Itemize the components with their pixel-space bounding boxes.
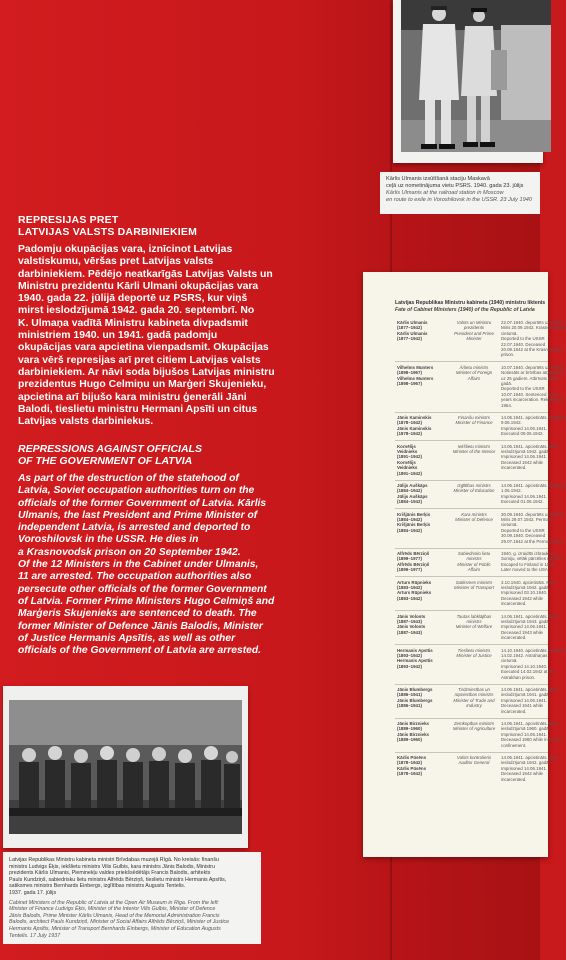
minister-name-line: (1878–1942) bbox=[397, 420, 422, 426]
lv-body-line: darbiniekiem. Ar nāvi soda bijušos Latvijas ministru bbox=[18, 366, 275, 378]
lv-body-line: vara vērš represijas arī pret citiem Latvijas valsts bbox=[18, 354, 261, 366]
table-cell-fate bbox=[501, 443, 559, 471]
minister-fate-line: uz 25 gadiem. Atbrīvots 1954. bbox=[501, 375, 560, 381]
caption-en-line: Tentelis. 17 July 1937 bbox=[9, 932, 61, 939]
minister-fate-line: 22.07.1940. deportēts uz PSRS. bbox=[501, 320, 564, 325]
table-cell-name bbox=[397, 320, 437, 342]
table-cell-role bbox=[451, 580, 497, 591]
table-row bbox=[363, 364, 565, 408]
table-divider bbox=[395, 644, 548, 645]
minister-name-line: Jānis Blumbergs bbox=[397, 687, 433, 692]
table-cell-role bbox=[451, 483, 497, 494]
caption-lv-line: ministrs Ludvigs Ēķis, iekšlietu ministrs Vilis Gulbis, kara ministrs Jānis Balodis, Ministru bbox=[9, 863, 215, 870]
lv-body-line: ministriem 1940. un 1941. gadā padomju bbox=[18, 330, 218, 342]
minister-fate-line: 30.09.1940. deportēts uz PSRS. bbox=[501, 511, 564, 517]
lv-section-title bbox=[18, 214, 358, 238]
minister-fate-line: incarcerated. bbox=[501, 635, 527, 641]
photo-ulmanis-image bbox=[401, 0, 551, 152]
table-divider bbox=[395, 610, 548, 611]
table-cell-fate bbox=[501, 415, 565, 437]
minister-fate-line: 10.07.1940. deportēts uz PSRS. bbox=[501, 364, 564, 370]
minister-name-line: Kārlis Ulmanis bbox=[397, 330, 428, 336]
minister-name-line: Arturs Rūpnieks bbox=[397, 590, 432, 596]
table-row bbox=[363, 721, 562, 748]
minister-role-line: Zemkopības ministrs bbox=[453, 721, 495, 726]
table-row bbox=[363, 687, 559, 714]
minister-name-line: Jūlijs Auškāps bbox=[397, 483, 428, 488]
minister-fate-line: Deceased 1942 while bbox=[501, 771, 543, 777]
table-divider bbox=[395, 361, 548, 362]
minister-fate-line: 14.06.1941. apcietināts. Nošauts bbox=[501, 483, 565, 488]
minister-name-line: (1886–1941) bbox=[397, 692, 422, 698]
table-cell-role bbox=[451, 648, 497, 659]
minister-fate-line: 14.06.1941. apcietināts. Miris bbox=[501, 687, 559, 692]
photo-ulmanis-caption bbox=[380, 172, 540, 214]
en-body-line: Of the 12 Ministers in the Cabinet under Ulmanis, bbox=[18, 559, 259, 571]
minister-role-line: prezidents bbox=[463, 325, 485, 331]
minister-fate-line: Imprisoned 14.06.1941. bbox=[501, 454, 548, 460]
minister-name-line: (1889–1960) bbox=[397, 737, 422, 743]
table-row bbox=[363, 551, 563, 573]
minister-role-line: Valsts kontrolieris bbox=[456, 755, 492, 760]
minister-fate-line: years incarceration. Released in bbox=[501, 397, 564, 403]
minister-fate-line: incarcerated. bbox=[501, 601, 527, 607]
table-cell-name bbox=[397, 614, 437, 636]
table-row bbox=[363, 320, 566, 358]
table-cell-role bbox=[451, 320, 497, 342]
table-cell-fate bbox=[501, 364, 565, 408]
caption-en-line: Minister of Finance Ludvigs Ēķis, Minister of the Interior Vilis Gulbis, Minister of Defence bbox=[9, 906, 216, 913]
ministers-fate-panel bbox=[363, 272, 566, 857]
minister-fate-line: Deported to the USSR bbox=[501, 336, 545, 342]
table-cell-fate bbox=[501, 687, 559, 714]
table-divider bbox=[395, 480, 548, 481]
caption-lv-line: 1937. gada 17. jūlijs bbox=[9, 889, 57, 896]
table-divider bbox=[395, 508, 548, 509]
minister-fate-line: 14.10.1940. apcietināts. Nošauts bbox=[501, 647, 565, 653]
minister-name-line: Krišjānis Berķis bbox=[397, 522, 431, 528]
minister-role-line: Affairs bbox=[467, 567, 481, 573]
minister-fate-line: Notiesāts ar brīvības atņemšanu bbox=[501, 370, 565, 376]
minister-fate-line: Executed 09.06.1942. bbox=[501, 431, 544, 437]
minister-name-line: Jānis Volonts bbox=[397, 624, 426, 630]
minister-name-line: Kārlis Pūsēns bbox=[397, 755, 427, 760]
table-divider bbox=[395, 684, 548, 685]
minister-fate-line: Imprisoned 14.06.1941. bbox=[501, 425, 548, 431]
table-cell-name bbox=[397, 415, 437, 437]
minister-role-line: Iekšlietu ministrs bbox=[457, 443, 491, 449]
minister-name-line: Jānis Kaminskis bbox=[397, 415, 432, 420]
en-section-title bbox=[18, 443, 358, 467]
minister-name-line: (1883–1942) bbox=[397, 595, 422, 601]
minister-fate-line: Imprisoned 14.10.1940. bbox=[501, 663, 548, 669]
en-body-line: Voroshilovsk in the USSR. He dies in bbox=[18, 534, 199, 546]
minister-fate-line: ieslodzījumā 1960. gadā. bbox=[501, 726, 550, 732]
lv-section-body bbox=[18, 244, 363, 428]
table-cell-fate bbox=[501, 755, 559, 782]
minister-fate-line: Astrakhan prison. bbox=[501, 674, 536, 680]
minister-name-line: (1886–1941) bbox=[397, 703, 422, 709]
table-divider bbox=[395, 752, 548, 753]
minister-role-line: Minister of Transport bbox=[454, 585, 494, 590]
minister-fate-line: 14.02.1942. Astrahaņas bbox=[501, 653, 548, 658]
minister-name-line: Jānis Blumbergs bbox=[397, 697, 433, 703]
minister-name-line: (1893–1942) bbox=[397, 663, 422, 669]
minister-name-line: Jānis Birznieks bbox=[397, 721, 429, 726]
caption-lv-line: Kārlis Ulmanis izsūtīšanā staciju Maskavā bbox=[386, 176, 490, 182]
table-cell-role bbox=[451, 365, 497, 381]
minister-role-line: Minister of Justice bbox=[456, 653, 492, 658]
minister-role-line: Valsts un Ministru bbox=[456, 320, 492, 325]
table-cell-fate bbox=[501, 647, 565, 680]
en-body-line: Marģeris Skujenieks are sentenced to death. The bbox=[18, 608, 257, 620]
caption-lv-line: Pauls Kundziņš, sabiedrisku lietu ministrs Alfrēds Bērziņš, tieslietu ministrs Hermanis Apsītis, bbox=[9, 876, 227, 883]
table-cell-name bbox=[397, 444, 437, 476]
minister-fate-line: Later moved to the USA. bbox=[501, 567, 550, 573]
table-cell-role bbox=[451, 755, 497, 766]
minister-fate-line: Executed 14.02.1942 at the bbox=[501, 669, 555, 675]
minister-name-line: Jānis Birznieks bbox=[397, 731, 429, 737]
minister-name-line: Vilhelms Munters bbox=[397, 364, 434, 370]
minister-name-line: Kornēlijs bbox=[397, 459, 416, 465]
minister-role-line: Minister of Defence bbox=[455, 517, 493, 522]
minister-name-line: (1887–1943) bbox=[397, 619, 422, 624]
minister-name-line: Jānis Kaminskis bbox=[397, 425, 432, 431]
minister-role-line: Tautas labklājības bbox=[456, 613, 492, 619]
lv-body-line: okupācijas vara apcietina vienpadsmit. Okupācijas bbox=[18, 342, 269, 354]
minister-fate-line: 20.09.1942 at the Krasnovodsk bbox=[501, 347, 562, 353]
caption-en-line: Balodis, architect Pauls Kundziņš, Minister of Social Affairs Alfrēds Bērziņš, Minister of Justice bbox=[9, 919, 230, 926]
minister-name-line: Kārlis Ulmanis bbox=[397, 320, 428, 325]
table-cell-role bbox=[451, 687, 497, 709]
minister-fate-line: Deported to the USSR bbox=[501, 386, 545, 392]
table-row bbox=[363, 755, 559, 782]
lv-body-line: darbiniekiem. Pēdējo neatkarīgās Latvijas Valsts un bbox=[18, 268, 273, 280]
minister-fate-line: Imprisoned 14.06.1941. bbox=[501, 624, 548, 630]
minister-fate-line: 14.06.1941. apcietināts. Miris bbox=[501, 755, 559, 760]
minister-fate-line: 22.07.1940. Deceased bbox=[501, 341, 546, 347]
minister-fate-line: 29.07.1942 at the Perma prison. bbox=[501, 538, 564, 544]
minister-fate-line: Deported to the USSR bbox=[501, 527, 545, 533]
photo-ulmanis-moscow bbox=[393, 0, 543, 163]
lv-body-line: 1940. gada 22. jūlijā deportē uz PSRS, kur viņš bbox=[18, 293, 248, 305]
minister-fate-line: 1.06.1942. bbox=[501, 488, 522, 494]
table-row bbox=[363, 443, 559, 476]
table-divider bbox=[395, 576, 548, 577]
minister-name-line: (1891–1942) bbox=[397, 454, 422, 460]
table-cell-name bbox=[397, 512, 437, 534]
en-title-line: REPRESSIONS AGAINST OFFICIALS bbox=[18, 443, 202, 455]
minister-name-line: (1899–1977) bbox=[397, 556, 422, 562]
en-body-line: independent Latvia, is arrested and deported to bbox=[18, 522, 251, 534]
minister-role-line: Industry bbox=[466, 703, 482, 709]
table-divider bbox=[395, 440, 548, 441]
minister-name-line: (1877–1942) bbox=[397, 336, 422, 342]
minister-fate-line: Deceased 1942 while bbox=[501, 595, 543, 601]
table-cell-role bbox=[451, 415, 497, 426]
minister-role-line: rūpniecības ministrs bbox=[454, 692, 494, 698]
minister-fate-line: Deceased 1943 while bbox=[501, 629, 543, 635]
minister-role-line: Minister of Agriculture bbox=[452, 726, 496, 732]
table-cell-role bbox=[451, 614, 497, 630]
minister-name-line: Krišjānis Berķis bbox=[397, 511, 431, 517]
minister-role-line: Ārlietu ministrs bbox=[459, 364, 489, 370]
en-body-line: of Justice Hermanis Apsītis, as well as other bbox=[18, 632, 236, 644]
table-cell-name bbox=[397, 551, 437, 573]
minister-fate-line: 14.06.1941. apcietināts. Nošauts bbox=[501, 415, 565, 420]
minister-name-line: (1884–1942) bbox=[397, 527, 422, 533]
lv-body-line: prezidentus Hugo Celmiņu un Marģeri Skujenieku, bbox=[18, 379, 267, 391]
minister-name-line: Hermanis Apsītis bbox=[397, 658, 433, 664]
minister-name-line: Vilhelms Munters bbox=[397, 375, 434, 381]
minister-fate-line: Deceased 1941 while bbox=[501, 703, 543, 709]
minister-role-line: Izglītības ministrs bbox=[457, 483, 491, 488]
minister-name-line: (1877–1942) bbox=[397, 325, 422, 331]
en-body-line: of Latvia. Former Prime Ministers Hugo Celmiņš and bbox=[18, 595, 275, 607]
minister-fate-line: confinement. bbox=[501, 742, 527, 748]
minister-name-line: (1893–1942) bbox=[397, 653, 422, 658]
minister-name-line: Alfrēds Bērziņš bbox=[397, 561, 430, 567]
minister-fate-line: cietumā. bbox=[501, 658, 518, 664]
minister-name-line: Veidnieks bbox=[397, 449, 418, 454]
minister-role-line: Minister bbox=[466, 336, 482, 342]
photo-cabinet-ministers bbox=[3, 686, 248, 848]
minister-role-line: Minister of Foreign bbox=[455, 370, 493, 376]
minister-role-line: Finanšu ministrs bbox=[458, 415, 490, 420]
table-cell-fate bbox=[501, 551, 563, 573]
minister-fate-line: Escaped to Finland in 1940. bbox=[501, 561, 556, 567]
lv-title-line: REPRESIJAS PRET bbox=[18, 214, 119, 226]
minister-name-line: Kārlis Pūsēns bbox=[397, 765, 427, 771]
caption-lv-line: Latvijas Republikas Ministru kabineta ministri Brīvdabas muzejā Rīgā. No kreisās: finanšu bbox=[9, 857, 219, 863]
table-cell-role bbox=[451, 551, 497, 573]
minister-role-line: Minister of Education bbox=[453, 488, 495, 494]
minister-fate-line: Miris 20.09.1942. Krasnovodskas bbox=[501, 325, 566, 331]
table-cell-fate bbox=[501, 613, 559, 641]
minister-fate-line: 9.06.1942. bbox=[501, 420, 522, 426]
minister-name-line: (1899–1977) bbox=[397, 567, 422, 573]
minister-fate-line: 3.10.1940. apcietināts. Miris bbox=[501, 579, 556, 585]
minister-role-line: Tieslietu ministrs bbox=[457, 647, 491, 653]
lv-body-line: Latvijas valsts darbiniekus. bbox=[18, 416, 154, 428]
table-row bbox=[363, 511, 564, 544]
minister-role-line: Sabiedrisko lietu bbox=[457, 551, 491, 556]
minister-role-line: Minister of Finance bbox=[455, 420, 493, 426]
caption-lv-line: prezidents Kārlis Ulmanis, Pieminekļu valdes priekšsēdētājs Francis Balodis, arhitekts bbox=[9, 870, 211, 877]
table-cell-name bbox=[397, 755, 437, 777]
minister-role-line: ministrs bbox=[466, 619, 482, 624]
minister-fate-line: Imprisoned 14.06.1941. bbox=[501, 493, 548, 499]
minister-role-line: Kara ministrs bbox=[461, 511, 487, 517]
en-body-line: Latvia, Soviet occupation authorities turn on the bbox=[18, 485, 255, 497]
table-cell-fate bbox=[501, 579, 556, 607]
minister-name-line: (1878–1942) bbox=[397, 431, 422, 437]
minister-name-line: Veidnieks bbox=[397, 465, 418, 471]
minister-role-line: Minister of Welfare bbox=[455, 624, 493, 630]
minister-name-line: (1898–1967) bbox=[397, 370, 422, 376]
lv-body-line: apcietina arī bijušo kara ministru ģenerāli Jāni bbox=[18, 391, 247, 403]
table-row bbox=[363, 647, 565, 680]
minister-name-line: Kornēlijs bbox=[397, 443, 416, 449]
en-body-line: officials of the Government of Latvia are arrested. bbox=[18, 645, 262, 657]
table-cell-fate bbox=[501, 511, 564, 544]
table-cell-role bbox=[451, 721, 497, 732]
table-cell-fate bbox=[501, 320, 566, 358]
minister-fate-line: Miris 29.07.1942. Permas bbox=[501, 517, 552, 522]
minister-name-line: (1884–1942) bbox=[397, 517, 422, 522]
minister-role-line: Minister of the Interior bbox=[452, 449, 496, 454]
en-body-line: officials of the former Government of Latvia. Kārlis bbox=[18, 497, 267, 509]
table-row bbox=[363, 483, 565, 505]
minister-fate-line: 14.06.1941. apcietināts. Miris bbox=[501, 443, 559, 449]
minister-fate-line: Imprisoned 14.06.1941. bbox=[501, 731, 548, 737]
minister-role-line: Minister of Trade and bbox=[453, 697, 495, 703]
minister-role-line: Satiksmes ministrs bbox=[455, 579, 493, 585]
photo-cabinet-image bbox=[9, 700, 242, 834]
minister-fate-line: Imprisoned 03.10.1940. bbox=[501, 590, 548, 596]
table-cell-fate bbox=[501, 483, 565, 505]
photo-cabinet-caption bbox=[3, 852, 261, 944]
caption-lv-line: ceļā uz nometinājuma vietu PSRS. 1940. gada 23. jūlijs bbox=[386, 183, 524, 189]
table-row bbox=[363, 579, 556, 607]
minister-fate-line: Deceased 1960 while in Soviet bbox=[501, 737, 562, 743]
minister-fate-line: incarcerated. bbox=[501, 708, 527, 714]
minister-fate-line: 10.07.1940. Sentenced to 25 bbox=[501, 391, 558, 397]
minister-fate-line: 1954. bbox=[501, 402, 512, 408]
lv-body-line: Ministru prezidentu Kārli Ulmani okupācijas vara bbox=[18, 280, 259, 292]
en-body-line: a Krasnovodsk prison on 20 September 1942. bbox=[18, 546, 241, 558]
minister-role-line: Affairs bbox=[467, 375, 481, 381]
minister-fate-line: Deceased 1942 while bbox=[501, 459, 543, 465]
lv-title-line: LATVIJAS VALSTS DARBINIEKIEM bbox=[18, 226, 198, 238]
table-cell-name bbox=[397, 648, 437, 670]
caption-en-line: Kārlis Ulmanis at the railroad station in Moscow bbox=[386, 190, 504, 196]
minister-fate-line: ieslodzījumā 1942. gadā. bbox=[501, 585, 550, 590]
minister-name-line: (1889–1960) bbox=[397, 726, 422, 732]
en-body-line: former Minister of Defence Jānis Balodis, Minister bbox=[18, 620, 263, 632]
minister-role-line: Minister of Public bbox=[457, 561, 491, 567]
minister-name-line: (1887–1943) bbox=[397, 629, 422, 635]
minister-fate-line: 14.06.1941. apcietināts. Miris bbox=[501, 721, 559, 726]
minister-name-line: (1898–1967) bbox=[397, 381, 422, 387]
minister-fate-line: incarcerated. bbox=[501, 465, 527, 471]
minister-fate-line: ieslodzījumā 1942. gadā. bbox=[501, 449, 550, 454]
minister-name-line: (1884–1942) bbox=[397, 488, 422, 494]
minister-fate-line: incarcerated. bbox=[501, 776, 527, 782]
minister-fate-line: ieslodzījumā 1941. gadā. bbox=[501, 692, 550, 698]
lv-body-line: Padomju okupācijas vara, iznīcinot Latvijas bbox=[18, 244, 233, 255]
table-divider bbox=[395, 548, 548, 549]
minister-name-line: Alfrēds Bērziņš bbox=[397, 551, 430, 556]
minister-fate-line: 14.06.1941. apcietināts. Miris bbox=[501, 613, 559, 619]
en-body-line: persecute other officials of the former Government bbox=[18, 583, 267, 595]
minister-fate-line: gadā. bbox=[501, 381, 512, 387]
table-cell-name bbox=[397, 687, 437, 709]
minister-fate-line: Imprisoned 14.06.1941. bbox=[501, 765, 548, 771]
table-cell-role bbox=[451, 512, 497, 523]
table-cell-name bbox=[397, 721, 437, 743]
table-cell-fate bbox=[501, 721, 562, 748]
panel-title-en: Fate of Cabinet Ministers (1940) of the Republic of Latvia bbox=[395, 306, 535, 313]
table-cell-name bbox=[397, 365, 437, 387]
minister-name-line: Jūlijs Auškāps bbox=[397, 493, 428, 499]
caption-en-line: Cabinet Ministers of the Republic of Latvia at the Open Air Museum in Riga. From the left: bbox=[9, 899, 220, 906]
minister-name-line: (1891–1942) bbox=[397, 470, 422, 476]
minister-role-line: President and Prime bbox=[454, 330, 494, 336]
minister-name-line: Hermanis Apsītis bbox=[397, 647, 433, 653]
minister-name-line: Arturs Rūpnieks bbox=[397, 579, 432, 585]
caption-en-line: en route to exile in Voroshilovsk in the USSR. 23 July 1940 bbox=[386, 197, 532, 203]
minister-fate-line: Imprisoned 14.06.1941. bbox=[501, 697, 548, 703]
table-divider bbox=[395, 718, 548, 719]
minister-name-line: (1878–1942) bbox=[397, 760, 422, 766]
minister-fate-line: Executed 01.06.1942. bbox=[501, 499, 544, 505]
minister-fate-line: 1940. g. izraidīts izbraukt uz bbox=[501, 551, 556, 556]
table-divider bbox=[395, 412, 548, 413]
caption-en-line: Jānis Balodis, Prime Minister Kārlis Ulmanis, Head of the Memorial Administration Francis bbox=[9, 912, 220, 919]
panel-title-lv: Latvijas Republikas Ministru kabineta (1940) ministru liktenis bbox=[395, 300, 546, 306]
minister-name-line: Jānis Volonts bbox=[397, 613, 426, 619]
minister-fate-line: 30.09.1940. Deceased bbox=[501, 533, 546, 539]
minister-name-line: (1884–1942) bbox=[397, 499, 422, 505]
minister-fate-line: prison. bbox=[501, 352, 515, 358]
lv-body-line: Balodi, tieslietu ministru Hermani Apsīti un citus bbox=[18, 403, 258, 415]
minister-fate-line: ieslodzījumā 1943. gadā. bbox=[501, 619, 550, 624]
table-row bbox=[363, 415, 565, 437]
en-body-line: Ulmanis, the last President and Prime Minister of bbox=[18, 509, 258, 521]
minister-role-line: ministrs bbox=[466, 556, 482, 562]
caption-en-line: Hermanis Apsītis, Minister of Transport Bernhards Einbergs, Minister of Education Augusts bbox=[9, 925, 221, 932]
minister-fate-line: ieslodzījumā 1942. gadā. bbox=[501, 760, 550, 766]
lv-body-line: valstiskumu, vēršas pret Latvijas valsts bbox=[18, 256, 214, 268]
panel-title bbox=[395, 300, 545, 313]
en-title-line: OF THE GOVERNMENT OF LATVIA bbox=[18, 455, 193, 467]
lv-body-line: K. Ulmaņa vadītā Ministru kabineta divpadsmit bbox=[18, 317, 248, 329]
minister-fate-line: Somiju, vēlāk pārcēlies uz ASV. bbox=[501, 556, 563, 562]
lv-body-line: mirst ieslodzījumā 1942. gada 20. septembrī. No bbox=[18, 305, 255, 317]
en-section-body bbox=[18, 473, 366, 657]
minister-role-line: Tirdzniecības un bbox=[458, 687, 490, 692]
caption-lv-line: satiksmes ministrs Bernhards Einbergs, izglītības ministrs Augusts Tentelis. bbox=[9, 883, 186, 890]
table-cell-role bbox=[451, 444, 497, 455]
table-row bbox=[363, 613, 559, 641]
en-body-line: As part of the destruction of the statehood of bbox=[18, 473, 239, 484]
minister-name-line: (1883–1942) bbox=[397, 585, 422, 590]
minister-fate-line: cietumā. bbox=[501, 522, 518, 528]
en-body-line: 11 are arrested. The occupation authorities also bbox=[18, 571, 252, 583]
table-cell-name bbox=[397, 580, 437, 602]
minister-fate-line: cietumā. bbox=[501, 330, 518, 336]
minister-name-line: (1878–1942) bbox=[397, 771, 422, 777]
minister-role-line: Auditor General bbox=[458, 760, 490, 766]
table-cell-name bbox=[397, 483, 437, 505]
